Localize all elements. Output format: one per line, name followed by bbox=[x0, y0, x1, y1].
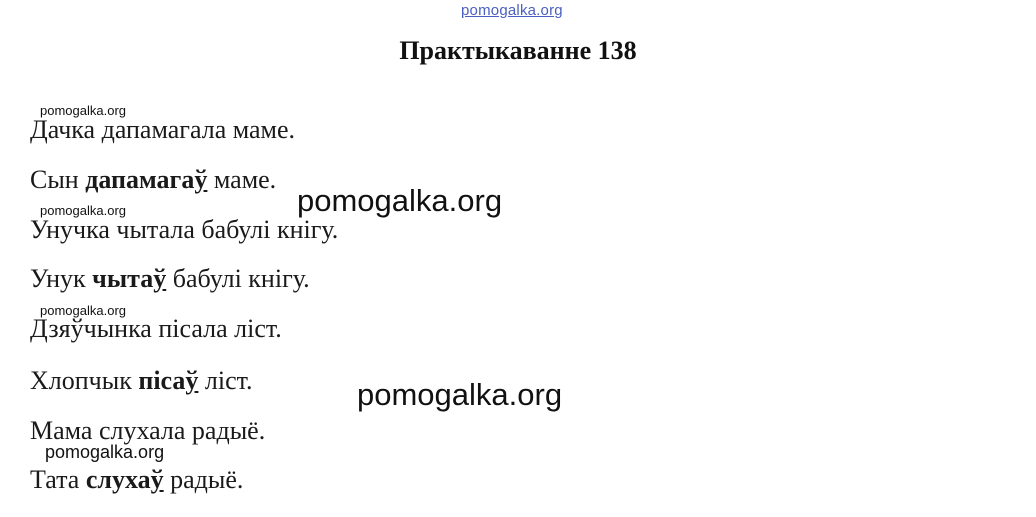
verb-ending: ў bbox=[185, 366, 199, 395]
sentence-8 bbox=[30, 465, 243, 495]
verb-ending: ў bbox=[194, 165, 208, 194]
verb-stem: дапамага bbox=[85, 165, 195, 194]
verb-stem: піса bbox=[138, 366, 186, 395]
sentence-3 bbox=[30, 215, 338, 245]
sentence-text: Мама слухала радыё. bbox=[30, 416, 266, 445]
verb-ending: ў bbox=[153, 264, 167, 293]
watermark-small: pomogalka.org bbox=[40, 203, 126, 218]
sentence-2 bbox=[30, 165, 276, 195]
sentence-text: Унук bbox=[30, 264, 93, 293]
sentence-6 bbox=[30, 366, 253, 396]
sentence-text: бабулі кнігу. bbox=[166, 264, 310, 293]
watermark-small: pomogalka.org bbox=[40, 103, 126, 118]
watermark-big: pomogalka.org bbox=[357, 377, 563, 412]
sentence-text: Дачка дапамагала маме. bbox=[30, 115, 296, 144]
sentence-text: Сын bbox=[30, 165, 86, 194]
site-link[interactable]: pomogalka.org bbox=[461, 2, 563, 19]
verb-stem: чыта bbox=[92, 264, 154, 293]
sentence-text: Хлопчык bbox=[30, 366, 139, 395]
sentence-text: радыё. bbox=[163, 465, 244, 494]
sentence-text: Дзяўчынка пісала ліст. bbox=[30, 314, 282, 343]
page-title: Практыкаванне 138 bbox=[399, 36, 637, 65]
sentence-5 bbox=[30, 314, 282, 344]
verb-ending: ў bbox=[150, 465, 164, 494]
watermark-small: pomogalka.org bbox=[40, 303, 126, 318]
watermark-big: pomogalka.org bbox=[297, 183, 503, 218]
sentence-1 bbox=[30, 115, 295, 145]
sentence-text: маме. bbox=[207, 165, 277, 194]
watermark-medium: pomogalka.org bbox=[45, 442, 165, 462]
sentence-text: Тата bbox=[30, 465, 86, 494]
sentence-text: Унучка чытала бабулі кнігу. bbox=[30, 215, 339, 244]
sentence-text: ліст. bbox=[198, 366, 253, 395]
verb-stem: слуха bbox=[85, 465, 151, 494]
sentence-4 bbox=[30, 264, 310, 294]
